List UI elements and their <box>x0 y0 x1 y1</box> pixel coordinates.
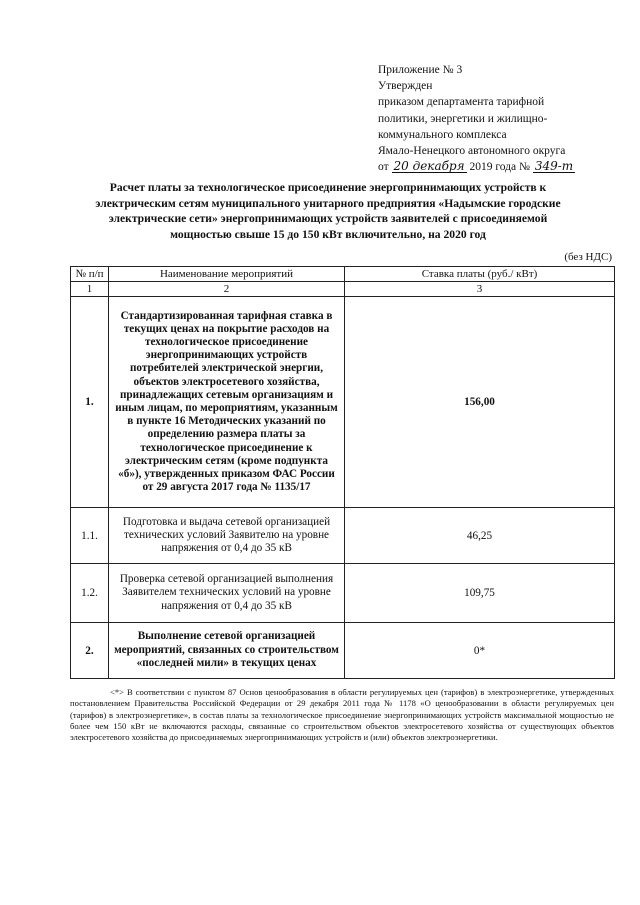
rates-table <box>70 266 615 679</box>
document-title: Расчет платы за технологическое присоединение энергопринимающих устройств к электрическим сетям муниципального унитарного предприятия «Надымские городские электрические сети» энергопринимающих устройств заявителей с присоединяемой мощностью свыше 15 до 150 кВт включительно, на 2020 год <box>95 181 561 241</box>
approval-line-6: Ямало-Ненецкого автономного округа <box>378 145 566 158</box>
approval-line-3: приказом департамента тарифной <box>378 96 545 109</box>
row-name: Выполнение сетевой организацией мероприятий, связанных со строительством «последней мили» в текущих ценах <box>109 623 345 679</box>
table-row <box>71 623 615 679</box>
approval-line-5: коммунального комплекса <box>378 128 507 141</box>
row-name: Подготовка и выдача сетевой организацией технических условий Заявителю на уровне напряжения от 0,4 до 35 кВ <box>109 508 345 564</box>
column-number-row <box>71 282 615 297</box>
row-rate: 46,25 <box>345 508 615 564</box>
table-row <box>71 297 615 508</box>
approval-block <box>378 62 608 175</box>
column-number-cell: 3 <box>345 282 615 297</box>
appendix-number: Приложение № 3 <box>378 64 463 76</box>
header-cell-number: № п/п <box>71 267 109 282</box>
handwritten-order-number: 349-т <box>534 159 574 174</box>
row-number: 2. <box>71 623 109 679</box>
row-number: 1.1. <box>71 508 109 564</box>
row-number: 1.2. <box>71 564 109 623</box>
table-row <box>71 564 615 623</box>
approval-date-line <box>378 159 608 175</box>
row-name: Проверка сетевой организацией выполнения Заявителем технических условий на уровне напряжения от 0,4 до 35 кВ <box>109 564 345 623</box>
table-header-row <box>71 267 615 282</box>
column-number-cell: 2 <box>109 282 345 297</box>
date-prefix: от <box>378 161 389 174</box>
vat-note: (без НДС) <box>564 251 612 263</box>
row-name: Стандартизированная тарифная ставка в текущих ценах на покрытие расходов на технологическое присоединение энергопринимающих устройств потребителей электрической энергии, объектов электросетевого хозяйства, принадлежащих сетевым организациям и иным лицам, по мероприятиям, указанным в пункте 16 Методических указаний по определению размера платы за технологическое присоединение к электрическим сетям (кроме подпункта «б»), утвержденных приказом ФАС России от 29 августа 2017 года № 1135/17 <box>109 297 345 508</box>
row-rate: 109,75 <box>345 564 615 623</box>
row-rate: 0* <box>345 623 615 679</box>
table-row <box>71 508 615 564</box>
header-cell-name: Наименование мероприятий <box>109 267 345 282</box>
date-year: 2019 года № <box>469 161 530 174</box>
column-number-cell: 1 <box>71 282 109 297</box>
row-number: 1. <box>71 297 109 508</box>
approved-label: Утвержден <box>378 80 433 93</box>
header-cell-rate: Ставка платы (руб./ кВт) <box>345 267 615 282</box>
handwritten-date: 20 декабря <box>393 159 465 174</box>
approval-line-4: политики, энергетики и жилищно- <box>378 112 548 125</box>
footnote: <*> В соответствии с пунктом 87 Основ ценообразования в области регулируемых цен (тарифов) в электроэнергетике, утвержденных постановлением Правительства Российской Федерации от 29 декабря 2011 года № 1178 «О ценообразовании в области регулируемых цен (тарифов) в электроэнергетике», в состав платы за технологическое присоединение энергопринимающих устройств максимальной мощностью не более чем 150 кВт не включаются расходы, связанные со строительством объектов электросетевого хозяйства от существующих объектов электросетевого хозяйства до присоединяемых энергопринимающих устройств и (или) объектов электроэнергетики. <box>70 687 614 743</box>
row-rate: 156,00 <box>345 297 615 508</box>
